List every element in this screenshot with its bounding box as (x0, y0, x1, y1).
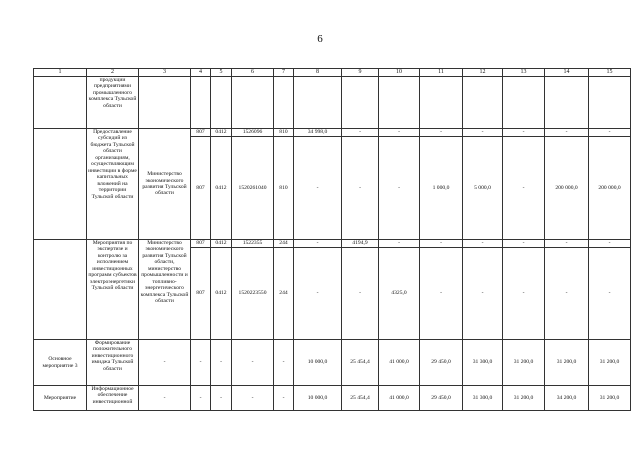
value-cell: - (294, 240, 342, 248)
col-header: 2 (87, 69, 139, 77)
value-cell: 810 (274, 137, 294, 240)
cell (34, 240, 87, 340)
row-label: Мероприятие (34, 386, 87, 411)
value-cell: 200 000,0 (545, 137, 589, 240)
cell (34, 77, 87, 129)
col-header: 1 (34, 69, 87, 77)
cell (463, 77, 503, 129)
value-cell: - (379, 240, 420, 248)
value-cell: 1522355 (232, 240, 274, 248)
value-cell: - (420, 248, 463, 340)
value-cell: - (503, 129, 545, 137)
value-cell: - (342, 137, 379, 240)
value-cell: - (589, 129, 631, 137)
value-cell: 10 000,0 (294, 340, 342, 386)
value-cell: 31 200,0 (503, 340, 545, 386)
value-cell: 41 000,0 (379, 340, 420, 386)
value-cell: 810 (274, 129, 294, 137)
value-cell: 5 000,0 (463, 137, 503, 240)
col-header: 9 (342, 69, 379, 77)
value-cell: 1520261040 (232, 137, 274, 240)
value-cell: - (294, 137, 342, 240)
value-cell: - (274, 340, 294, 386)
value-cell: 31 300,0 (463, 340, 503, 386)
activity-name: Предоставление субсидий из бюджета Тульской области организациям, осуществляющим инвестиции в форме капитальных вложений на территории Тульской области (87, 129, 139, 240)
value-cell: - (139, 386, 191, 411)
activity-name: Мероприятия по экспертизе и контролю за исполнением инвестиционных программ субъектов электроэнергетики Тульской области (87, 240, 139, 340)
value-cell: 10 000,0 (294, 386, 342, 411)
value-cell: 29 450,0 (420, 386, 463, 411)
value-cell: - (545, 129, 589, 137)
value-cell: - (342, 129, 379, 137)
value-cell: - (463, 240, 503, 248)
value-cell: - (545, 240, 589, 248)
value-cell: - (379, 129, 420, 137)
value-cell: 31 200,0 (589, 386, 631, 411)
value-cell: 0412 (211, 248, 232, 340)
value-cell: 25 454,4 (342, 340, 379, 386)
cell (420, 77, 463, 129)
value-cell: 29 450,0 (420, 340, 463, 386)
value-cell: 4325,0 (379, 248, 420, 340)
table-row (34, 129, 631, 137)
cell (191, 77, 211, 129)
value-cell: 31 300,0 (463, 386, 503, 411)
value-cell: - (232, 340, 274, 386)
cell (589, 77, 631, 129)
value-cell: 807 (191, 248, 211, 340)
col-header: 5 (211, 69, 232, 77)
executor: Министерство экономического развития Тульской области, министерство промышленности и топливно-энергетического комплекса Тульской области (139, 240, 191, 340)
col-header: 10 (379, 69, 420, 77)
cell (379, 77, 420, 129)
cell (342, 77, 379, 129)
row-label: Основное мероприятие 3 (34, 340, 87, 386)
cell (294, 77, 342, 129)
value-cell: 1520223550 (232, 248, 274, 340)
value-cell: 807 (191, 240, 211, 248)
value-cell: 1 000,0 (420, 137, 463, 240)
value-cell: 25 454,4 (342, 386, 379, 411)
value-cell: 807 (191, 129, 211, 137)
col-header: 6 (232, 69, 274, 77)
value-cell: - (503, 137, 545, 240)
value-cell: 41 000,0 (379, 386, 420, 411)
value-cell: 31 200,0 (589, 340, 631, 386)
col-header: 3 (139, 69, 191, 77)
value-cell: - (211, 386, 232, 411)
table-row (34, 77, 631, 129)
col-header: 12 (463, 69, 503, 77)
col-header: 11 (420, 69, 463, 77)
value-cell: - (342, 248, 379, 340)
value-cell: 244 (274, 240, 294, 248)
header-row (34, 69, 631, 77)
cell (139, 77, 191, 129)
col-header: 7 (274, 69, 294, 77)
cell (232, 77, 274, 129)
value-cell: 200 000,0 (589, 137, 631, 240)
value-cell: - (503, 240, 545, 248)
page-number: 6 (317, 33, 323, 45)
budget-table (33, 68, 631, 411)
value-cell: 34 998,0 (294, 129, 342, 137)
table-row (34, 240, 631, 248)
value-cell: 31 200,0 (503, 386, 545, 411)
activity-name: Формирование положительного инвестиционного имиджа Тульской области (87, 340, 139, 386)
value-cell: - (211, 340, 232, 386)
activity-name: Информационное обеспечение инвестиционной (87, 386, 139, 411)
value-cell: 1526096 (232, 129, 274, 137)
value-cell: - (294, 248, 342, 340)
value-cell: 0412 (211, 240, 232, 248)
col-header: 14 (545, 69, 589, 77)
table-row (34, 386, 631, 411)
value-cell: - (589, 248, 631, 340)
value-cell: - (274, 386, 294, 411)
value-cell: 0412 (211, 129, 232, 137)
col-header: 15 (589, 69, 631, 77)
col-header: 4 (191, 69, 211, 77)
value-cell: 34 200,0 (545, 386, 589, 411)
value-cell: - (232, 386, 274, 411)
value-cell: - (503, 248, 545, 340)
activity-name: продукции предприятиями промышленного комплекса Тульской области (87, 77, 139, 129)
value-cell: - (545, 248, 589, 340)
cell (274, 77, 294, 129)
cell (503, 77, 545, 129)
value-cell: - (139, 340, 191, 386)
value-cell: - (463, 248, 503, 340)
value-cell: 0412 (211, 137, 232, 240)
value-cell: 244 (274, 248, 294, 340)
cell (211, 77, 232, 129)
value-cell: - (589, 240, 631, 248)
executor: Министерство экономического развития Тульской области (139, 129, 191, 240)
value-cell: 4194,9 (342, 240, 379, 248)
cell (545, 77, 589, 129)
value-cell: - (191, 340, 211, 386)
cell (34, 129, 87, 240)
value-cell: - (379, 137, 420, 240)
col-header: 13 (503, 69, 545, 77)
value-cell: 31 200,0 (545, 340, 589, 386)
value-cell: 807 (191, 137, 211, 240)
value-cell: - (463, 129, 503, 137)
value-cell: - (191, 386, 211, 411)
value-cell: - (420, 129, 463, 137)
table-row (34, 340, 631, 386)
col-header: 8 (294, 69, 342, 77)
value-cell: - (420, 240, 463, 248)
